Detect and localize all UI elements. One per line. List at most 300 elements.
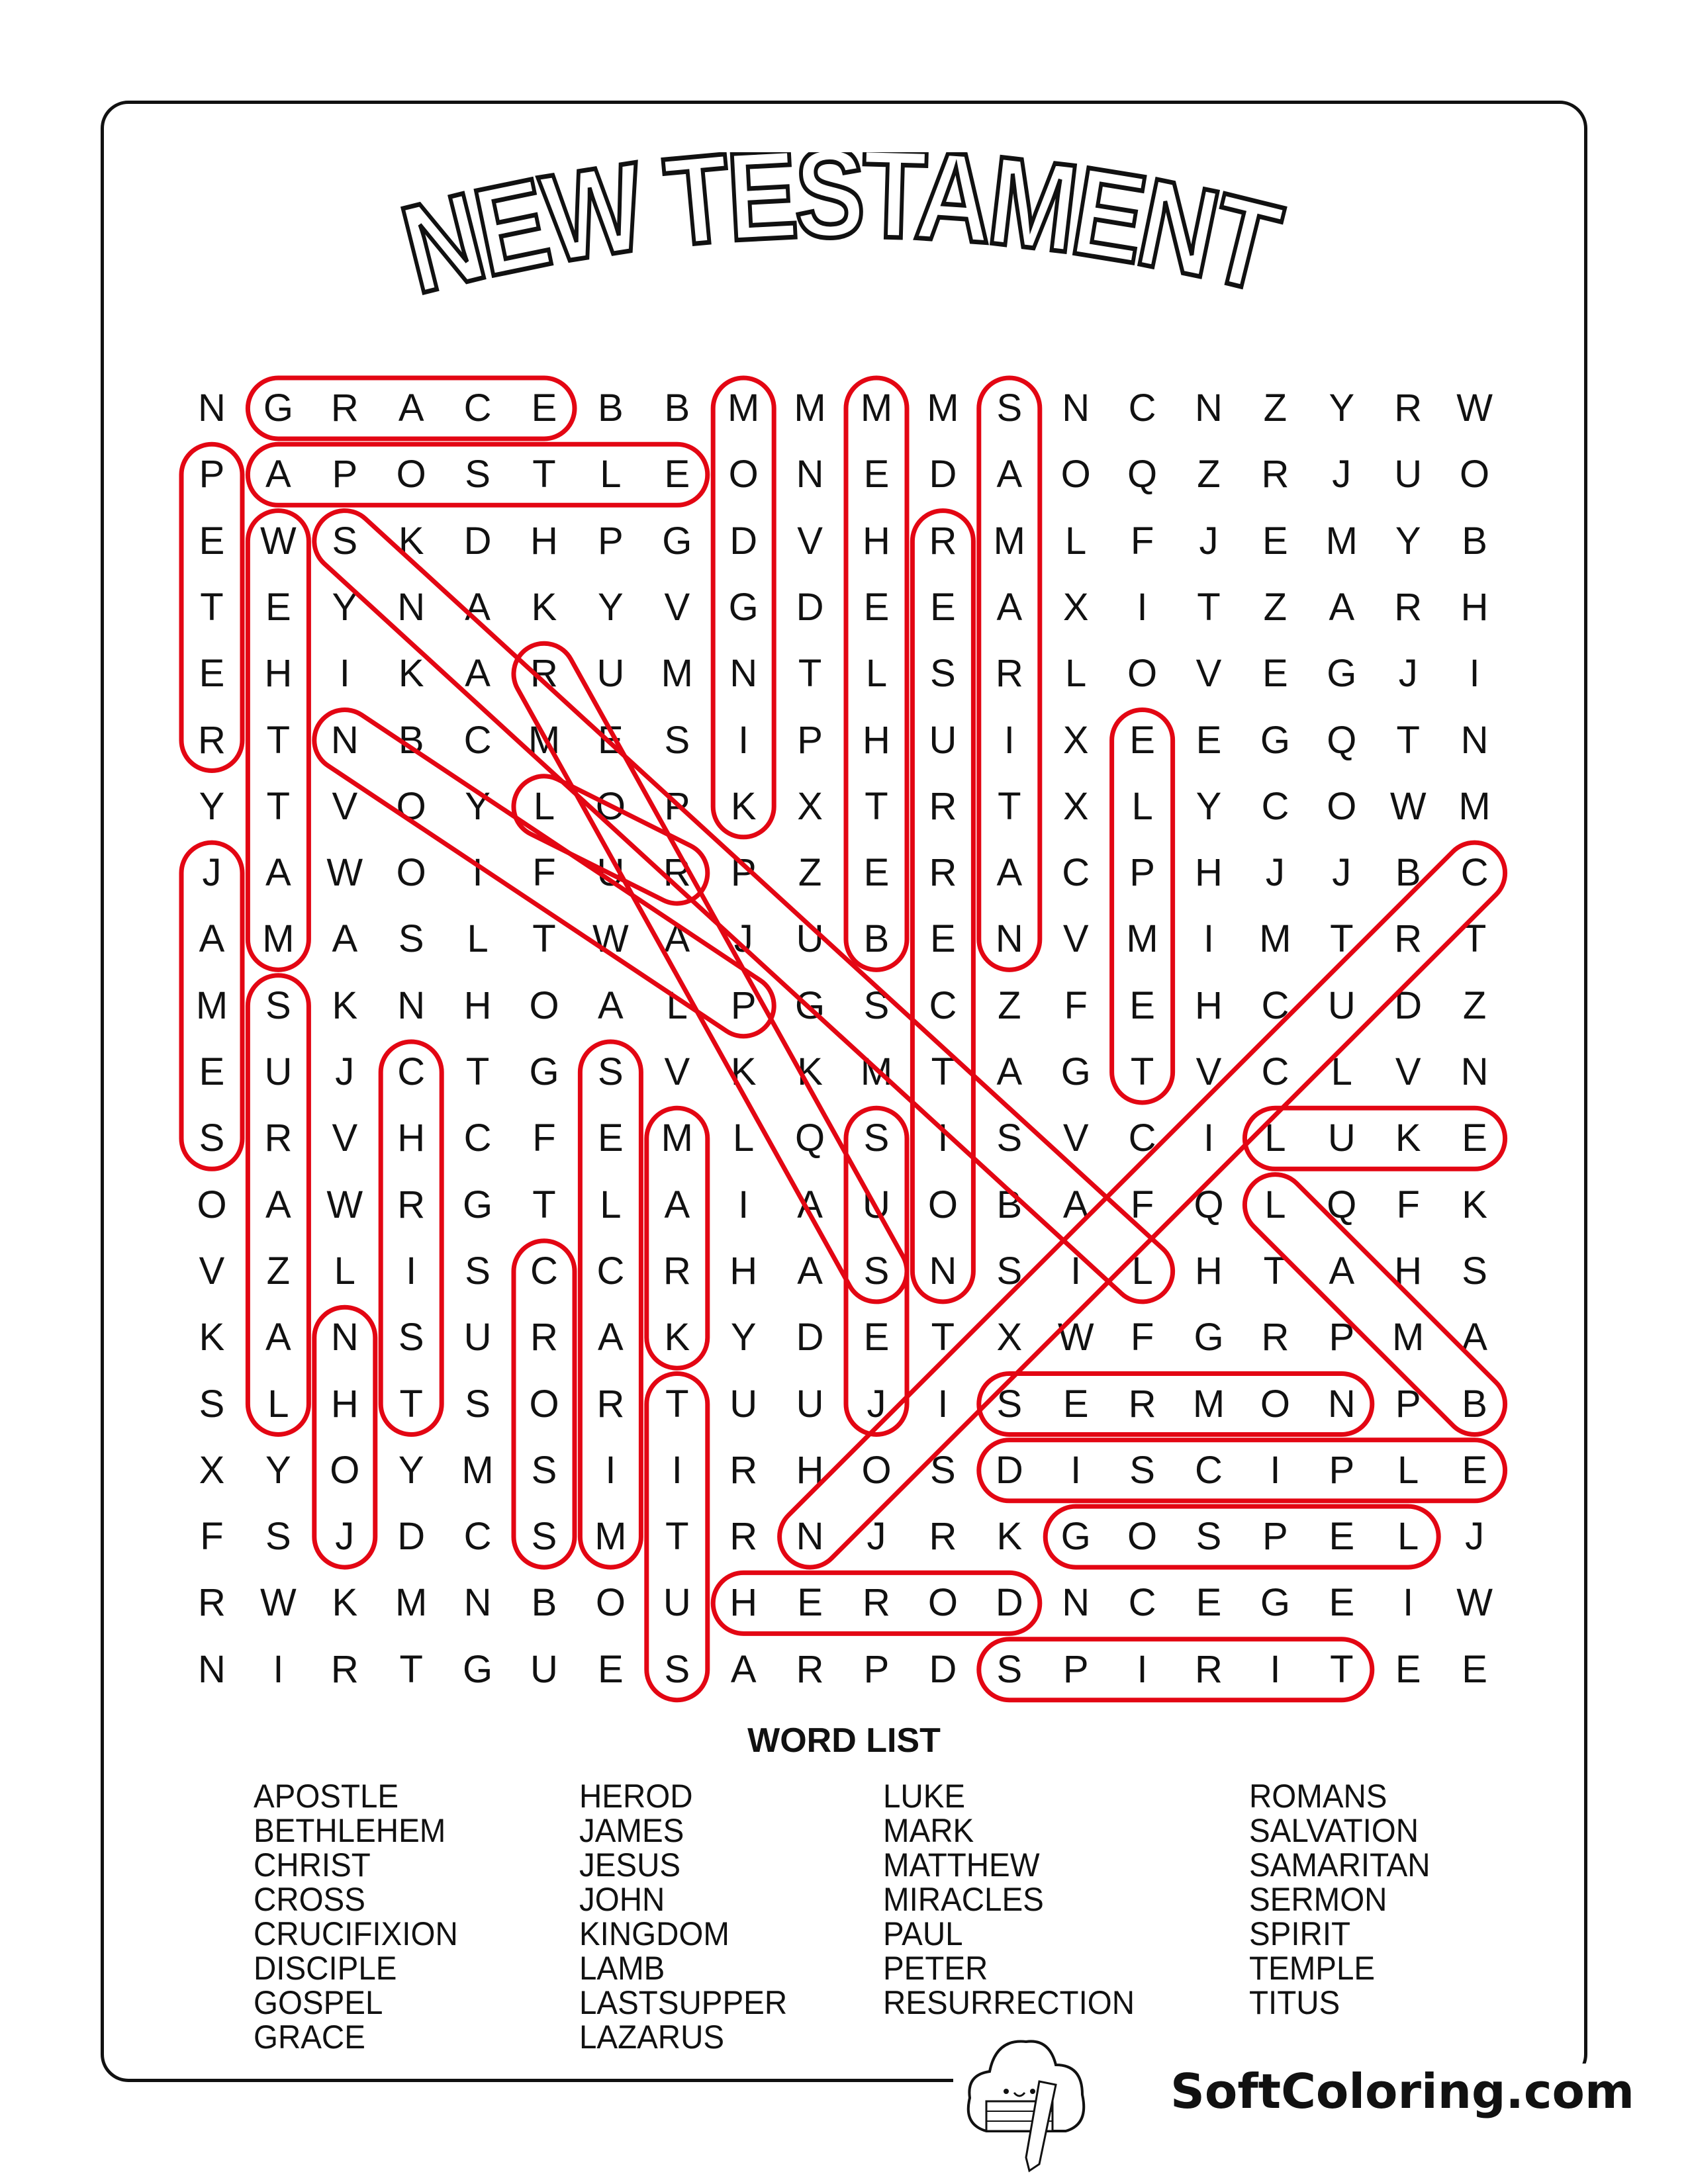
grid-letter[interactable]: M	[727, 387, 760, 430]
grid-letter[interactable]: E	[1129, 983, 1155, 1027]
grid-letter[interactable]: F	[200, 1515, 224, 1559]
grid-letter[interactable]: T	[266, 718, 291, 762]
grid-letter[interactable]: H	[729, 1581, 758, 1625]
grid-letter[interactable]: C	[397, 1050, 426, 1093]
grid-letter[interactable]: I	[1004, 718, 1015, 762]
grid-letter[interactable]: L	[1131, 784, 1153, 828]
grid-letter[interactable]: U	[530, 1647, 558, 1691]
grid-letter[interactable]: I	[406, 1249, 417, 1293]
grid-letter[interactable]: U	[796, 917, 824, 961]
grid-letter[interactable]: R	[663, 1249, 691, 1293]
grid-letter[interactable]: M	[594, 1515, 627, 1559]
grid-letter[interactable]: Z	[998, 983, 1021, 1027]
grid-letter[interactable]: A	[265, 1183, 291, 1226]
grid-letter[interactable]: X	[797, 784, 823, 828]
grid-letter[interactable]: I	[1203, 1116, 1215, 1160]
grid-letter[interactable]: I	[605, 1448, 616, 1492]
grid-letter[interactable]: Z	[1462, 983, 1487, 1027]
grid-letter[interactable]: N	[397, 983, 426, 1027]
grid-letter[interactable]: N	[1460, 718, 1489, 762]
grid-letter[interactable]: J	[1265, 851, 1285, 895]
grid-letter[interactable]: Q	[1127, 453, 1158, 496]
grid-letter[interactable]: B	[863, 917, 890, 961]
grid-letter[interactable]: E	[1329, 1515, 1355, 1559]
grid-letter[interactable]: E	[199, 652, 225, 696]
grid-letter[interactable]: V	[1196, 652, 1222, 696]
grid-letter[interactable]: M	[860, 387, 893, 430]
grid-letter[interactable]: M	[1259, 917, 1291, 961]
grid-letter[interactable]: P	[863, 1647, 890, 1691]
grid-letter[interactable]: Y	[465, 784, 491, 828]
grid-letter[interactable]: S	[664, 718, 690, 762]
grid-letter[interactable]: T	[1130, 1050, 1154, 1093]
grid-letter[interactable]: I	[1137, 585, 1148, 629]
grid-letter[interactable]: O	[396, 851, 426, 895]
grid-letter[interactable]: T	[200, 585, 224, 629]
grid-letter[interactable]: O	[529, 983, 559, 1027]
grid-letter[interactable]: I	[671, 1448, 682, 1492]
grid-letter[interactable]: E	[930, 585, 956, 629]
grid-letter[interactable]: X	[1062, 784, 1089, 828]
grid-letter[interactable]: R	[729, 1448, 758, 1492]
grid-letter[interactable]: T	[798, 652, 822, 696]
grid-letter[interactable]: A	[996, 453, 1023, 496]
grid-letter[interactable]: B	[1462, 1382, 1487, 1426]
grid-letter[interactable]: Y	[398, 1448, 424, 1492]
grid-letter[interactable]: J	[1199, 519, 1219, 563]
grid-letter[interactable]: L	[1264, 1183, 1286, 1226]
grid-letter[interactable]: V	[1062, 917, 1089, 961]
grid-letter[interactable]: N	[330, 718, 359, 762]
grid-letter[interactable]: D	[1394, 983, 1423, 1027]
grid-letter[interactable]: T	[865, 784, 888, 828]
grid-letter[interactable]: Z	[1263, 387, 1288, 430]
grid-letter[interactable]: E	[1262, 519, 1288, 563]
grid-letter[interactable]: L	[733, 1116, 755, 1160]
grid-letter[interactable]: L	[600, 1183, 622, 1226]
grid-letter[interactable]: A	[996, 1050, 1023, 1093]
grid-letter[interactable]: A	[797, 1183, 823, 1226]
grid-letter[interactable]: J	[1465, 1515, 1485, 1559]
grid-letter[interactable]: D	[929, 453, 957, 496]
grid-letter[interactable]: T	[532, 1183, 556, 1226]
grid-letter[interactable]: I	[738, 718, 749, 762]
grid-letter[interactable]: R	[1195, 1647, 1223, 1691]
grid-letter[interactable]: P	[1129, 851, 1155, 895]
grid-letter[interactable]: K	[664, 1316, 690, 1359]
grid-letter[interactable]: T	[532, 453, 556, 496]
grid-letter[interactable]: T	[665, 1382, 689, 1426]
grid-letter[interactable]: R	[1128, 1382, 1156, 1426]
grid-letter[interactable]: E	[1462, 1647, 1487, 1691]
grid-letter[interactable]: W	[1389, 784, 1427, 828]
grid-letter[interactable]: E	[863, 585, 890, 629]
grid-letter[interactable]: B	[996, 1183, 1023, 1226]
grid-letter[interactable]: E	[265, 585, 291, 629]
grid-letter[interactable]: N	[1062, 1581, 1090, 1625]
grid-letter[interactable]: S	[465, 1249, 491, 1293]
grid-letter[interactable]: A	[664, 917, 690, 961]
grid-letter[interactable]: E	[598, 718, 624, 762]
grid-letter[interactable]: N	[198, 1647, 226, 1691]
grid-letter[interactable]: A	[332, 917, 358, 961]
grid-letter[interactable]: S	[1462, 1249, 1487, 1293]
grid-letter[interactable]: K	[332, 1581, 358, 1625]
grid-letter[interactable]: S	[996, 1249, 1023, 1293]
grid-letter[interactable]: C	[1062, 851, 1090, 895]
grid-letter[interactable]: C	[530, 1249, 558, 1293]
grid-letter[interactable]: M	[1126, 917, 1158, 961]
grid-letter[interactable]: W	[260, 519, 297, 563]
grid-letter[interactable]: J	[335, 1050, 355, 1093]
grid-letter[interactable]: M	[1458, 784, 1491, 828]
grid-letter[interactable]: N	[330, 1316, 359, 1359]
grid-letter[interactable]: O	[529, 1382, 559, 1426]
grid-letter[interactable]: T	[465, 1050, 490, 1093]
grid-letter[interactable]: U	[1327, 983, 1356, 1027]
grid-letter[interactable]: R	[1261, 1316, 1289, 1359]
grid-letter[interactable]: U	[729, 1382, 758, 1426]
grid-letter[interactable]: H	[397, 1116, 426, 1160]
grid-letter[interactable]: J	[1332, 453, 1352, 496]
grid-letter[interactable]: B	[531, 1581, 557, 1625]
grid-letter[interactable]: K	[730, 784, 757, 828]
grid-letter[interactable]: P	[1395, 1382, 1421, 1426]
grid-letter[interactable]: C	[463, 718, 492, 762]
grid-letter[interactable]: N	[397, 585, 426, 629]
grid-letter[interactable]: C	[463, 1116, 492, 1160]
grid-letter[interactable]: M	[661, 652, 693, 696]
grid-letter[interactable]: Y	[199, 784, 225, 828]
grid-letter[interactable]: R	[995, 652, 1023, 696]
grid-letter[interactable]: O	[1460, 453, 1490, 496]
grid-letter[interactable]: P	[1062, 1647, 1089, 1691]
grid-letter[interactable]: X	[1062, 585, 1089, 629]
grid-letter[interactable]: C	[1261, 983, 1289, 1027]
grid-letter[interactable]: T	[399, 1382, 423, 1426]
grid-letter[interactable]: U	[663, 1581, 691, 1625]
grid-letter[interactable]: H	[796, 1448, 824, 1492]
grid-letter[interactable]: K	[797, 1050, 823, 1093]
grid-letter[interactable]: P	[1329, 1448, 1355, 1492]
grid-letter[interactable]: H	[1195, 983, 1223, 1027]
grid-letter[interactable]: R	[729, 1515, 758, 1559]
grid-letter[interactable]: J	[1398, 652, 1418, 696]
grid-letter[interactable]: R	[929, 519, 957, 563]
grid-letter[interactable]: Y	[1196, 784, 1222, 828]
grid-letter[interactable]: H	[863, 718, 890, 762]
grid-letter[interactable]: Z	[798, 851, 822, 895]
grid-letter[interactable]: M	[1392, 1316, 1425, 1359]
grid-letter[interactable]: W	[1456, 1581, 1493, 1625]
grid-letter[interactable]: D	[995, 1581, 1023, 1625]
grid-letter[interactable]: U	[1394, 453, 1423, 496]
grid-letter[interactable]: H	[330, 1382, 359, 1426]
grid-letter[interactable]: E	[664, 453, 690, 496]
grid-letter[interactable]: O	[1060, 453, 1091, 496]
grid-letter[interactable]: C	[1261, 1050, 1289, 1093]
grid-letter[interactable]: J	[202, 851, 222, 895]
grid-letter[interactable]: S	[465, 453, 491, 496]
grid-letter[interactable]: T	[931, 1316, 955, 1359]
grid-letter[interactable]: L	[1397, 1515, 1419, 1559]
grid-letter[interactable]: E	[930, 917, 956, 961]
grid-letter[interactable]: N	[463, 1581, 492, 1625]
grid-letter[interactable]: C	[596, 1249, 625, 1293]
grid-letter[interactable]: S	[465, 1382, 491, 1426]
grid-letter[interactable]: E	[1196, 1581, 1222, 1625]
grid-letter[interactable]: S	[398, 1316, 424, 1359]
grid-letter[interactable]: R	[663, 851, 691, 895]
grid-letter[interactable]: R	[397, 1183, 426, 1226]
grid-letter[interactable]: J	[867, 1515, 886, 1559]
grid-letter[interactable]: F	[1130, 1183, 1154, 1226]
grid-letter[interactable]: E	[1329, 1581, 1355, 1625]
grid-letter[interactable]: L	[600, 453, 622, 496]
grid-letter[interactable]: U	[929, 718, 957, 762]
grid-letter[interactable]: C	[1261, 784, 1289, 828]
grid-letter[interactable]: S	[996, 1382, 1023, 1426]
grid-letter[interactable]: C	[463, 387, 492, 430]
grid-letter[interactable]: A	[1329, 1249, 1355, 1293]
grid-letter[interactable]: K	[531, 585, 557, 629]
grid-letter[interactable]: E	[1395, 1647, 1421, 1691]
grid-letter[interactable]: C	[1195, 1448, 1223, 1492]
grid-letter[interactable]: A	[1329, 585, 1355, 629]
grid-letter[interactable]: F	[1130, 519, 1154, 563]
grid-letter[interactable]: S	[1129, 1448, 1155, 1492]
grid-letter[interactable]: C	[929, 983, 957, 1027]
grid-letter[interactable]: M	[794, 387, 826, 430]
grid-letter[interactable]: Y	[332, 585, 358, 629]
grid-letter[interactable]: M	[661, 1116, 693, 1160]
grid-letter[interactable]: D	[729, 519, 758, 563]
grid-letter[interactable]: T	[1197, 585, 1221, 629]
grid-letter[interactable]: P	[797, 718, 823, 762]
grid-letter[interactable]: E	[1062, 1382, 1089, 1426]
grid-letter[interactable]: I	[339, 652, 350, 696]
grid-letter[interactable]: A	[265, 851, 291, 895]
grid-letter[interactable]: N	[1327, 1382, 1356, 1426]
grid-letter[interactable]: V	[664, 1050, 690, 1093]
grid-letter[interactable]: V	[1062, 1116, 1089, 1160]
grid-letter[interactable]: T	[931, 1050, 955, 1093]
grid-letter[interactable]: N	[796, 1515, 824, 1559]
grid-letter[interactable]: S	[332, 519, 358, 563]
grid-letter[interactable]: G	[662, 519, 692, 563]
grid-letter[interactable]: N	[1195, 387, 1223, 430]
grid-letter[interactable]: L	[1264, 1116, 1286, 1160]
grid-letter[interactable]: G	[1260, 1581, 1290, 1625]
grid-letter[interactable]: O	[728, 453, 759, 496]
grid-letter[interactable]: O	[396, 453, 426, 496]
grid-letter[interactable]: R	[596, 1382, 625, 1426]
grid-letter[interactable]: R	[1394, 387, 1423, 430]
grid-letter[interactable]: H	[1394, 1249, 1423, 1293]
grid-letter[interactable]: E	[797, 1581, 823, 1625]
grid-letter[interactable]: B	[1395, 851, 1421, 895]
grid-letter[interactable]: P	[598, 519, 624, 563]
grid-letter[interactable]: P	[730, 983, 757, 1027]
grid-letter[interactable]: P	[730, 851, 757, 895]
grid-letter[interactable]: Y	[1329, 387, 1355, 430]
grid-letter[interactable]: L	[1331, 1050, 1352, 1093]
grid-letter[interactable]: S	[1196, 1515, 1222, 1559]
grid-letter[interactable]: O	[1327, 784, 1357, 828]
grid-letter[interactable]: R	[1394, 917, 1423, 961]
grid-letter[interactable]: O	[330, 1448, 360, 1492]
grid-letter[interactable]: R	[330, 1647, 359, 1691]
grid-letter[interactable]: V	[332, 1116, 358, 1160]
grid-letter[interactable]: A	[598, 983, 624, 1027]
grid-letter[interactable]: F	[1396, 1183, 1420, 1226]
grid-letter[interactable]: L	[1065, 519, 1087, 563]
brand-logo-text[interactable]: SoftColoring.com	[1165, 2064, 1640, 2119]
grid-letter[interactable]: O	[927, 1183, 958, 1226]
grid-letter[interactable]: Q	[1327, 1183, 1357, 1226]
grid-letter[interactable]: S	[863, 983, 890, 1027]
grid-letter[interactable]: N	[929, 1249, 957, 1293]
grid-letter[interactable]: P	[199, 453, 225, 496]
grid-letter[interactable]: U	[1327, 1116, 1356, 1160]
grid-letter[interactable]: G	[263, 387, 293, 430]
grid-letter[interactable]: G	[1260, 718, 1290, 762]
grid-letter[interactable]: L	[334, 1249, 355, 1293]
grid-letter[interactable]: Z	[266, 1249, 291, 1293]
grid-letter[interactable]: E	[863, 851, 890, 895]
grid-letter[interactable]: I	[1137, 1647, 1148, 1691]
grid-letter[interactable]: E	[1462, 1448, 1487, 1492]
grid-letter[interactable]: O	[927, 1581, 958, 1625]
grid-letter[interactable]: P	[1262, 1515, 1288, 1559]
grid-letter[interactable]: Q	[1194, 1183, 1224, 1226]
grid-letter[interactable]: M	[395, 1581, 428, 1625]
grid-letter[interactable]: V	[797, 519, 823, 563]
grid-letter[interactable]: F	[532, 1116, 556, 1160]
grid-letter[interactable]: A	[1462, 1316, 1487, 1359]
grid-letter[interactable]: P	[1329, 1316, 1355, 1359]
grid-letter[interactable]: F	[1064, 983, 1088, 1027]
grid-letter[interactable]: E	[863, 453, 890, 496]
grid-letter[interactable]: D	[995, 1448, 1023, 1492]
grid-letter[interactable]: M	[1192, 1382, 1225, 1426]
grid-letter[interactable]: Y	[1395, 519, 1421, 563]
grid-letter[interactable]: S	[996, 1647, 1023, 1691]
grid-letter[interactable]: A	[598, 1316, 624, 1359]
grid-letter[interactable]: A	[797, 1249, 823, 1293]
grid-letter[interactable]: A	[730, 1647, 757, 1691]
grid-letter[interactable]: A	[265, 453, 291, 496]
grid-letter[interactable]: R	[796, 1647, 824, 1691]
grid-letter[interactable]: H	[530, 519, 558, 563]
grid-letter[interactable]: B	[664, 387, 690, 430]
grid-letter[interactable]: B	[1462, 519, 1487, 563]
grid-letter[interactable]: Y	[730, 1316, 757, 1359]
grid-letter[interactable]: M	[528, 718, 561, 762]
grid-letter[interactable]: P	[664, 784, 690, 828]
grid-letter[interactable]: U	[596, 851, 625, 895]
grid-letter[interactable]: G	[1060, 1050, 1091, 1093]
grid-letter[interactable]: T	[998, 784, 1021, 828]
grid-letter[interactable]: R	[530, 652, 558, 696]
grid-letter[interactable]: O	[1260, 1382, 1290, 1426]
grid-letter[interactable]: I	[1403, 1581, 1414, 1625]
grid-letter[interactable]: Y	[265, 1448, 291, 1492]
grid-letter[interactable]: X	[996, 1316, 1023, 1359]
grid-letter[interactable]: M	[195, 983, 228, 1027]
grid-letter[interactable]: C	[1128, 387, 1156, 430]
grid-letter[interactable]: E	[199, 519, 225, 563]
grid-letter[interactable]: T	[1263, 1249, 1288, 1293]
grid-letter[interactable]: H	[863, 519, 890, 563]
grid-letter[interactable]: K	[398, 519, 424, 563]
grid-letter[interactable]: G	[463, 1183, 493, 1226]
grid-letter[interactable]: R	[929, 784, 957, 828]
grid-letter[interactable]: T	[1396, 718, 1420, 762]
grid-letter[interactable]: T	[266, 784, 291, 828]
grid-letter[interactable]: I	[738, 1183, 749, 1226]
grid-letter[interactable]: R	[198, 718, 226, 762]
grid-letter[interactable]: U	[463, 1316, 492, 1359]
grid-letter[interactable]: N	[796, 453, 824, 496]
grid-letter[interactable]: M	[1325, 519, 1358, 563]
grid-letter[interactable]: U	[264, 1050, 293, 1093]
grid-letter[interactable]: V	[1196, 1050, 1222, 1093]
grid-letter[interactable]: R	[863, 1581, 890, 1625]
grid-letter[interactable]: E	[1262, 652, 1288, 696]
grid-letter[interactable]: O	[861, 1448, 892, 1492]
grid-letter[interactable]: I	[1270, 1448, 1281, 1492]
grid-letter[interactable]: S	[199, 1382, 225, 1426]
grid-letter[interactable]: R	[1261, 453, 1289, 496]
grid-letter[interactable]: H	[1195, 851, 1223, 895]
grid-letter[interactable]: S	[265, 1515, 291, 1559]
grid-letter[interactable]: A	[465, 652, 491, 696]
grid-letter[interactable]: H	[264, 652, 293, 696]
grid-letter[interactable]: O	[1127, 652, 1158, 696]
grid-letter[interactable]: W	[260, 1581, 297, 1625]
grid-letter[interactable]: P	[332, 453, 358, 496]
grid-letter[interactable]: R	[330, 387, 359, 430]
grid-letter[interactable]: Q	[795, 1116, 825, 1160]
grid-letter[interactable]: M	[993, 519, 1025, 563]
grid-letter[interactable]: R	[929, 851, 957, 895]
grid-letter[interactable]: L	[267, 1382, 289, 1426]
grid-letter[interactable]: S	[398, 917, 424, 961]
grid-letter[interactable]: I	[472, 851, 483, 895]
grid-letter[interactable]: V	[1395, 1050, 1421, 1093]
grid-letter[interactable]: I	[1469, 652, 1480, 696]
grid-letter[interactable]: G	[795, 983, 825, 1027]
grid-letter[interactable]: I	[937, 1382, 949, 1426]
grid-letter[interactable]: L	[1131, 1249, 1153, 1293]
grid-letter[interactable]: E	[1462, 1116, 1487, 1160]
grid-letter[interactable]: O	[197, 1183, 227, 1226]
grid-letter[interactable]: K	[1462, 1183, 1487, 1226]
grid-letter[interactable]: N	[729, 652, 758, 696]
grid-letter[interactable]: C	[1128, 1116, 1156, 1160]
grid-letter[interactable]: W	[1456, 387, 1493, 430]
grid-letter[interactable]: F	[532, 851, 556, 895]
grid-letter[interactable]: S	[531, 1515, 557, 1559]
grid-letter[interactable]: L	[1065, 652, 1087, 696]
grid-letter[interactable]: E	[531, 387, 557, 430]
grid-letter[interactable]: J	[1332, 851, 1352, 895]
grid-letter[interactable]: E	[598, 1647, 624, 1691]
grid-letter[interactable]: K	[199, 1316, 225, 1359]
grid-letter[interactable]: E	[1196, 718, 1222, 762]
grid-letter[interactable]: Y	[598, 585, 624, 629]
